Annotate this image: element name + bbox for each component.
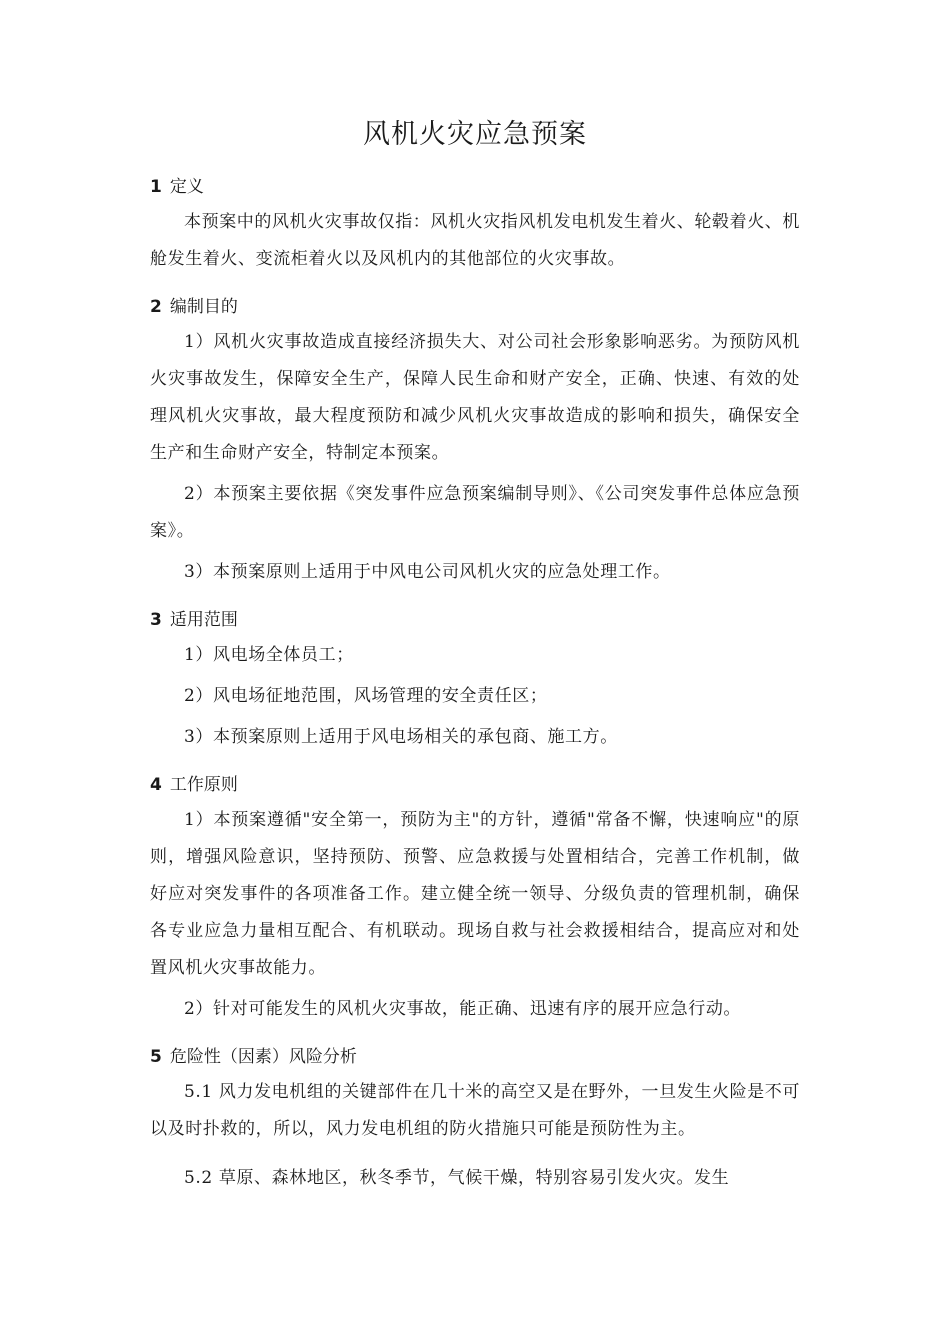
section-number: 5 [150, 1047, 162, 1067]
section-title: 编制目的 [169, 297, 238, 317]
paragraph: 3）本预案原则上适用于中风电公司风机火灾的应急处理工作。 [184, 562, 671, 582]
section-title: 定义 [169, 177, 204, 197]
section-heading [150, 170, 800, 204]
section-heading [150, 768, 800, 802]
paragraph: 1）风电场全体员工； [184, 645, 354, 665]
document-title: 风机火灾应急预案 [363, 119, 587, 150]
section-title: 危险性（因素）风险分析 [169, 1047, 357, 1067]
document-body [150, 170, 800, 1201]
paragraph: 3）本预案原则上适用于风电场相关的承包商、施工方。 [184, 727, 618, 747]
section-title: 工作原则 [169, 775, 238, 795]
paragraph: 5.2 草原、森林地区，秋冬季节，气候干燥，特别容易引发火灾。发生 [184, 1168, 730, 1188]
paragraph: 2）本预案主要依据《突发事件应急预案编制导则》、《公司突发事件总体应急预案》。 [150, 484, 800, 541]
section-title: 适用范围 [169, 610, 238, 630]
section-number: 3 [150, 610, 162, 630]
section-heading [150, 1040, 800, 1074]
paragraph: 2）针对可能发生的风机火灾事故，能正确、迅速有序的展开应急行动。 [184, 999, 742, 1019]
section-heading [150, 290, 800, 324]
section-heading [150, 603, 800, 637]
section-number: 2 [150, 297, 162, 317]
paragraph: 2）风电场征地范围，风场管理的安全责任区； [184, 686, 548, 706]
paragraph: 1）本预案遵循"安全第一，预防为主"的方针，遵循"常备不懈，快速响应"的原则，增强风险意识，坚持预防、预警、应急救援与处置相结合，完善工作机制，做好应对突发事件的各项准备工作。建立健全统一领导、分级负责的管理机制，确保各专业应急力量相互配合、有机联动。现场自救与社会救援相结合，提高应对和处置风机火灾事故能力。 [150, 810, 800, 978]
paragraph: 5.1 风力发电机组的关键部件在几十米的高空又是在野外，一旦发生火险是不可以及时扑救的，所以，风力发电机组的防火措施只可能是预防性为主。 [150, 1082, 800, 1139]
paragraph: 本预案中的风机火灾事故仅指：风机火灾指风机发电机发生着火、轮毂着火、机舱发生着火、变流柜着火以及风机内的其他部位的火灾事故。 [150, 212, 800, 269]
section-number: 1 [150, 177, 162, 197]
paragraph: 1）风机火灾事故造成直接经济损失大、对公司社会形象影响恶劣。为预防风机火灾事故发生，保障安全生产，保障人民生命和财产安全，正确、快速、有效的处理风机火灾事故，最大程度预防和减少风机火灾事故造成的影响和损失，确保安全生产和生命财产安全，特制定本预案。 [150, 332, 800, 463]
section-number: 4 [150, 775, 162, 795]
